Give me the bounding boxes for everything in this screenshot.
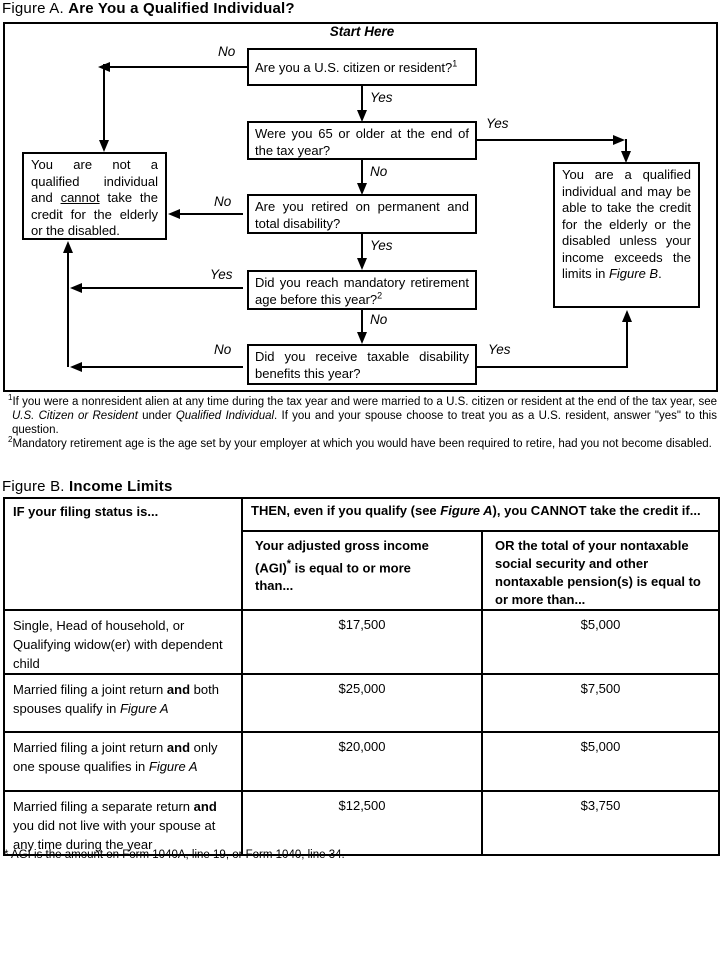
question-taxable-text: Did you receive taxable disability benefits this year? <box>255 349 469 381</box>
agi-limit-joint-one: $20,000 <box>242 732 482 791</box>
question-mandatory-text: Did you reach mandatory retirement age before this year? <box>255 275 469 307</box>
status-joint-both-italic: Figure A <box>119 701 169 716</box>
figure-a-title-text: Are You a Qualified Individual? <box>68 0 295 17</box>
status-separate-pre: Married filing a separate return <box>13 799 194 814</box>
flowchart-box-citizen <box>247 48 477 86</box>
footnote-1 <box>4 395 717 437</box>
table-row-joint-one <box>4 732 719 791</box>
start-here-label: Start Here <box>329 24 395 39</box>
label-yes-mandatory: Yes <box>210 267 233 282</box>
header-agi-post: is equal to or more than... <box>255 560 411 594</box>
pension-limit-single: $5,000 <box>482 610 719 674</box>
label-no-retired: No <box>214 194 232 209</box>
footnote-1-italic-qualified: Qualified Individual <box>175 410 275 422</box>
header-agi-text <box>255 537 447 595</box>
question-citizen-text: Are you a U.S. citizen or resident? <box>255 59 453 75</box>
status-joint-both-mid: both spouses qualify in <box>13 682 219 716</box>
label-no-citizen: No <box>218 44 236 59</box>
footnote-1-post: . If you and your spouse choose to treat you as a U.S. resident, answer "yes" to this question. <box>12 410 717 436</box>
agi-limit-joint-both: $25,000 <box>242 674 482 732</box>
table-row-single <box>4 610 719 674</box>
header-then-post: ), you CANNOT take the credit if... <box>492 503 701 518</box>
agi-footnote: * AGI is the amount on Form 1040A, line 19, or Form 1040, line 34. <box>4 849 345 861</box>
status-joint-both-pre: Married filing a joint return <box>13 682 167 697</box>
status-single-pre: Single, Head of household, or Qualifying widow(er) with dependent child <box>13 618 223 671</box>
status-joint-one-pre: Married filing a joint return <box>13 740 167 755</box>
status-separate-bold: and <box>193 799 217 814</box>
status-separate-mid: you did not live with your spouse at any time during the year <box>13 818 216 852</box>
pension-limit-joint-both: $7,500 <box>482 674 719 732</box>
header-then <box>242 498 719 531</box>
pension-limit-separate: $3,750 <box>482 791 719 855</box>
header-then-pre: THEN, even if you qualify (see <box>251 503 441 518</box>
footnote-1-italic-citizen: U.S. Citizen or Resident <box>12 410 138 422</box>
header-nontaxable-text: OR the total of your nontaxable social security and other nontaxable pension(s) is equal to or more than... <box>495 538 701 607</box>
header-nontaxable <box>482 531 719 610</box>
flowchart-box-age65 <box>247 121 477 160</box>
status-joint-both <box>4 674 242 732</box>
label-no-taxable: No <box>214 342 232 357</box>
figure-b-title-prefix: Figure B. <box>2 478 65 495</box>
flowchart-box-not-qualified <box>22 152 167 240</box>
label-yes-retired: Yes <box>370 238 393 253</box>
label-yes-age65: Yes <box>486 116 509 131</box>
status-joint-one <box>4 732 242 791</box>
qualified-text-figure-b-ref: Figure B <box>608 266 659 281</box>
status-joint-one-mid: only one spouse qualifies in <box>13 740 218 774</box>
pension-limit-joint-one: $5,000 <box>482 732 719 791</box>
flowchart-box-retired <box>247 194 477 234</box>
question-age65-text: Were you 65 or older at the end of the tax year? <box>255 126 469 158</box>
figure-a-footnotes <box>4 395 717 451</box>
footnote-ref-2: 2 <box>377 290 383 301</box>
question-retired-text: Are you retired on permanent and total disability? <box>255 199 469 231</box>
status-single <box>4 610 242 674</box>
figure-a-title-prefix: Figure A. <box>2 0 64 17</box>
not-qualified-text-underlined: cannot <box>60 190 100 205</box>
table-row-separate <box>4 791 719 855</box>
flowchart-box-qualified <box>553 162 700 308</box>
figure-b-title-text: Income Limits <box>69 478 173 495</box>
not-qualified-text-pre: You are not a qualified individual and <box>31 157 158 205</box>
figure-a-title <box>2 0 295 17</box>
flowchart-box-mandatory <box>247 270 477 310</box>
footnote-1-mid: under <box>137 410 176 422</box>
header-agi <box>242 531 482 610</box>
table-row-joint-both <box>4 674 719 732</box>
table-header-row-then <box>4 498 719 531</box>
footnote-1-marker: 1 <box>8 393 13 403</box>
label-yes-citizen: Yes <box>370 90 393 105</box>
income-limits-table <box>3 497 720 856</box>
agi-limit-separate: $12,500 <box>242 791 482 855</box>
status-joint-one-bold: and <box>166 740 191 755</box>
footnote-2 <box>4 437 717 451</box>
header-agi-asterisk: * <box>286 558 291 570</box>
status-separate <box>4 791 242 855</box>
header-agi-pre: Your adjusted gross income (AGI) <box>255 538 429 576</box>
qualified-text-pre: You are a qualified individual and may be able to take the credit for the elderly or the disabled unless your income exceeds the limits in <box>562 167 691 281</box>
label-no-age65: No <box>370 164 388 179</box>
status-joint-one-italic: Figure A <box>148 759 198 774</box>
footnote-ref-1: 1 <box>452 58 458 69</box>
label-yes-taxable: Yes <box>488 342 511 357</box>
qualified-text-post: . <box>658 266 662 281</box>
header-then-figure-a-ref: Figure A <box>440 503 493 518</box>
figure-b-title <box>2 478 173 495</box>
footnote-2-marker: 2 <box>8 435 13 445</box>
label-no-mandatory: No <box>370 312 388 327</box>
not-qualified-text-post: take the credit for the elderly or the disabled. <box>31 190 158 238</box>
footnote-1-pre: If you were a nonresident alien at any time during the tax year and were married to a U.S. citizen or resident at the end of the tax year, see <box>12 396 717 408</box>
status-joint-both-bold: and <box>166 682 191 697</box>
flowchart-box-taxable <box>247 344 477 385</box>
question-citizen <box>255 59 457 76</box>
header-filing-status: IF your filing status is... <box>4 498 242 610</box>
agi-limit-single: $17,500 <box>242 610 482 674</box>
footnote-2-text: Mandatory retirement age is the age set by your employer at which you would have been required to retire, had you not become disabled. <box>12 438 712 450</box>
